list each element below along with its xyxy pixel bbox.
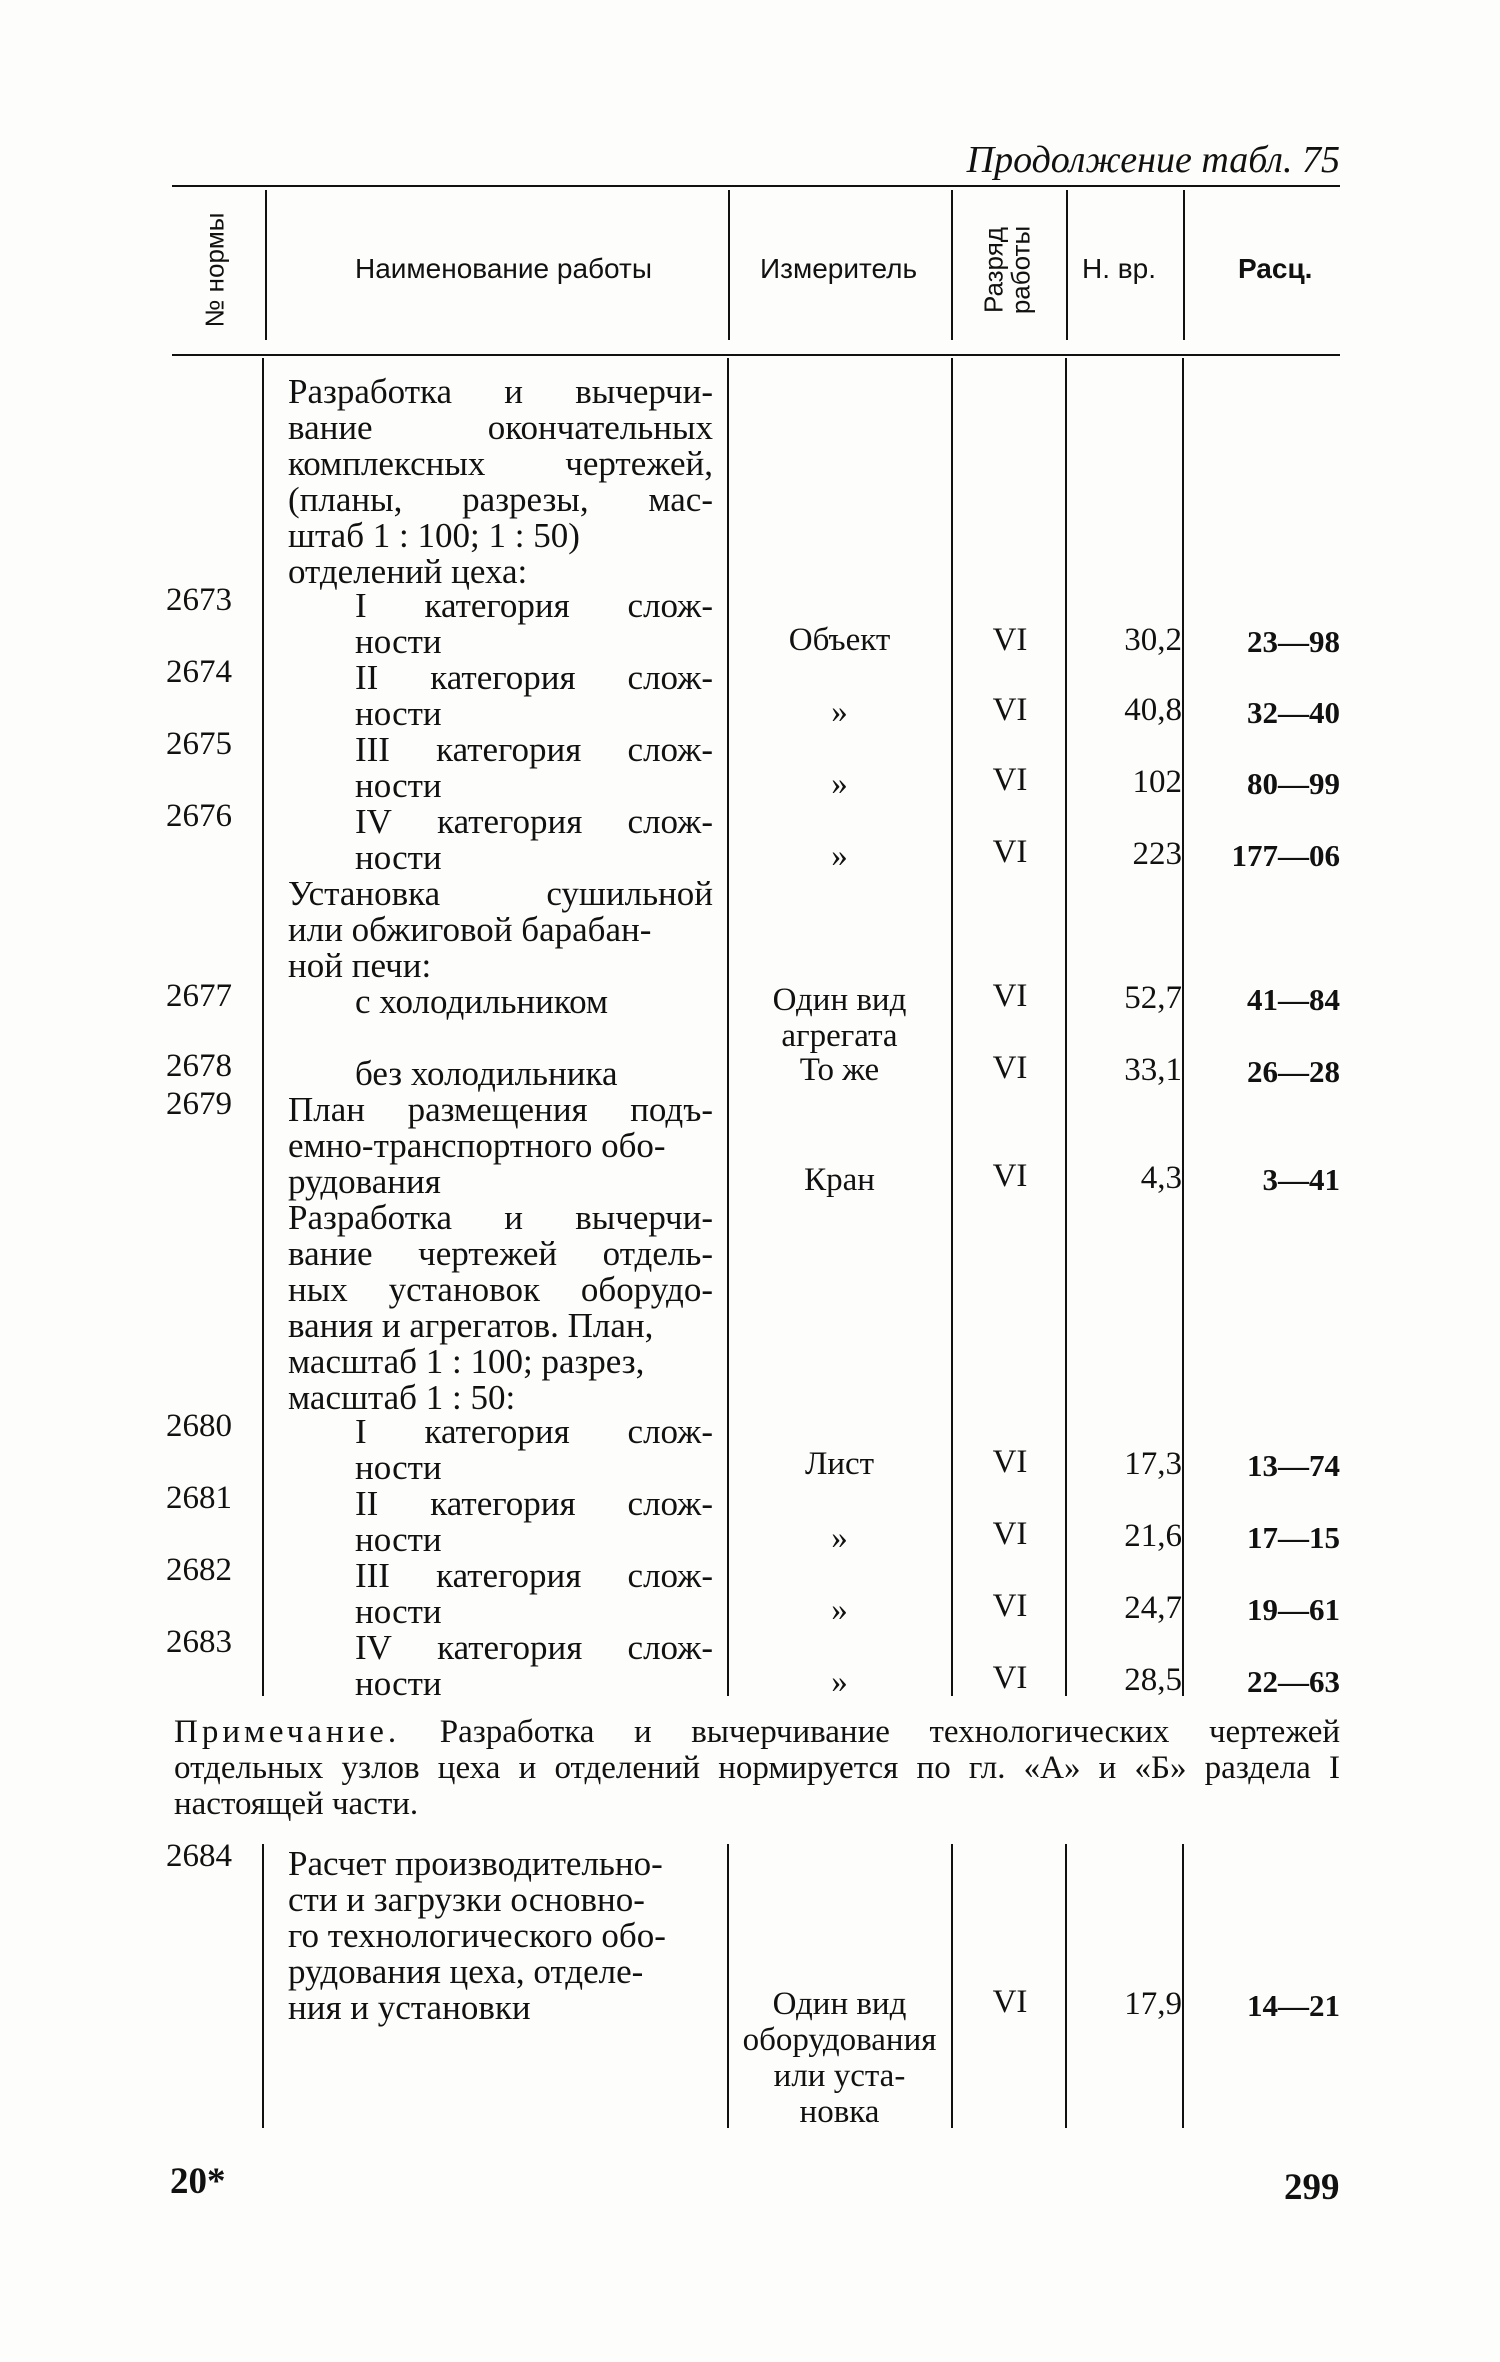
word: разрезы, <box>462 480 589 519</box>
note-text: Разработка и вычерчивание технологических чертежей отдельных узлов цеха и отделений нормируется по гл. «А» и «Б» раздела I настоящей части. <box>174 1714 1341 1822</box>
work-name-line: ности <box>355 766 442 805</box>
s1-intro-line-5: штаб 1 : 100; 1 : 50) <box>288 516 580 555</box>
body-sep-4 <box>1065 358 1067 1696</box>
signature-mark: 20* <box>170 2161 226 2202</box>
time-cell: 40,8 <box>1124 692 1182 728</box>
rate-cell: 177—06 <box>1231 838 1340 873</box>
time-cell: 33,1 <box>1124 1052 1182 1088</box>
word: и <box>504 1198 523 1237</box>
work-name-line: рудования цеха, отделе- <box>288 1952 644 1991</box>
word: размещения <box>407 1090 588 1129</box>
header-grade <box>978 225 1036 315</box>
rate-cell: 23—98 <box>1247 624 1340 659</box>
grade-cell: VI <box>992 834 1028 870</box>
measure-cell: Кран <box>804 1162 875 1198</box>
s1-intro-line-2 <box>288 408 713 448</box>
header-name: Наименование работы <box>355 253 652 284</box>
time-cell: 4,3 <box>1140 1160 1182 1196</box>
time-cell: 28,5 <box>1124 1662 1182 1698</box>
word: категория <box>424 586 570 625</box>
grade-cell: VI <box>992 1050 1028 1086</box>
time-cell: 17,3 <box>1124 1446 1182 1482</box>
measure-cell-line: оборудования <box>742 2022 937 2058</box>
s2-intro-line-2: или обжиговой барабан- <box>288 910 652 949</box>
grade-cell: VI <box>992 1984 1028 2020</box>
s1-intro-line-6: отделений цеха: <box>288 552 528 591</box>
header-grade-line2: работы <box>1006 225 1036 315</box>
word: слож- <box>627 586 713 625</box>
s1-intro-line-1 <box>288 372 713 412</box>
measure-cell-line: новка <box>799 2094 880 2130</box>
word: ных <box>288 1270 348 1309</box>
word: слож- <box>627 1412 713 1451</box>
word: и <box>504 372 523 411</box>
measure-cell: То же <box>799 1052 880 1088</box>
header-rate: Расц. <box>1238 253 1313 284</box>
word: категория <box>437 1628 583 1667</box>
body-sep-3 <box>951 358 953 1696</box>
work-name-line: емно-транспортного обо- <box>288 1126 666 1165</box>
work-name-line <box>355 802 713 842</box>
rate-cell: 3—41 <box>1262 1162 1340 1197</box>
work-name-line: ности <box>355 694 442 733</box>
word: слож- <box>627 658 713 697</box>
grade-cell: VI <box>992 692 1028 728</box>
word: IV <box>355 802 392 841</box>
word: категория <box>437 802 583 841</box>
measure-cell: » <box>831 1520 848 1556</box>
grade-cell: VI <box>992 1588 1028 1624</box>
body2-sep-5 <box>1182 1844 1184 2128</box>
word: мас- <box>648 480 713 519</box>
measure-cell-line: Один вид <box>772 982 907 1018</box>
word: Разработка <box>288 1198 453 1237</box>
word: Установка <box>288 874 441 913</box>
time-cell: 17,9 <box>1124 1986 1182 2022</box>
measure-cell: Объект <box>788 622 891 658</box>
work-name-line: ния и установки <box>288 1988 531 2027</box>
word: слож- <box>627 1556 713 1595</box>
norm-number: 2680 <box>166 1408 232 1444</box>
header-sep-5 <box>1183 190 1185 340</box>
rate-cell: 19—61 <box>1247 1592 1340 1627</box>
rate-cell: 41—84 <box>1247 982 1340 1017</box>
work-name-line: ности <box>355 1448 442 1487</box>
rate-cell: 32—40 <box>1247 695 1340 730</box>
time-cell: 24,7 <box>1124 1590 1182 1626</box>
norm-number: 2681 <box>166 1480 232 1516</box>
norm-number: 2678 <box>166 1048 232 1084</box>
word: (планы, <box>288 480 403 519</box>
header-sep-4 <box>1066 190 1068 340</box>
s2-intro-line-1 <box>288 874 713 914</box>
measure-cell: » <box>831 1664 848 1700</box>
header-top-rule <box>172 185 1340 187</box>
norm-number: 2676 <box>166 798 232 834</box>
norm-number: 2673 <box>166 582 232 618</box>
word: II <box>355 658 379 697</box>
norm-number: 2683 <box>166 1624 232 1660</box>
body-sep-2 <box>727 358 729 1696</box>
time-cell: 223 <box>1132 836 1182 872</box>
work-name-line: ности <box>355 1592 442 1631</box>
measure-cell: » <box>831 838 848 874</box>
header-sep-1 <box>265 190 267 340</box>
work-name-line <box>355 586 713 626</box>
word: категория <box>430 658 576 697</box>
work-name-line: Расчет производительно- <box>288 1844 663 1883</box>
word: слож- <box>627 1484 713 1523</box>
s3-intro-line-5: масштаб 1 : 100; разрез, <box>288 1342 645 1381</box>
word: чертежей <box>418 1234 558 1273</box>
work-name-line: рудования <box>288 1162 441 1201</box>
norm-number: 2684 <box>166 1838 232 1874</box>
word: установок <box>388 1270 540 1309</box>
s2-intro-line-3: ной печи: <box>288 946 432 985</box>
measure-cell: Лист <box>804 1446 875 1482</box>
rate-cell: 26—28 <box>1247 1054 1340 1089</box>
measure-cell: » <box>831 766 848 802</box>
work-name-line: ности <box>355 622 442 661</box>
body2-sep-3 <box>951 1844 953 2128</box>
word: подъ- <box>630 1090 713 1129</box>
grade-cell: VI <box>992 762 1028 798</box>
work-name-line <box>355 1484 713 1524</box>
grade-cell: VI <box>992 1660 1028 1696</box>
word: I <box>355 1412 367 1451</box>
norm-number: 2674 <box>166 654 232 690</box>
grade-cell: VI <box>992 1158 1028 1194</box>
word: слож- <box>627 802 713 841</box>
norm-number: 2675 <box>166 726 232 762</box>
body-sep-1 <box>262 358 264 1696</box>
grade-cell: VI <box>992 622 1028 658</box>
time-cell: 102 <box>1132 764 1182 800</box>
table-caption: Продолжение табл. 75 <box>966 139 1340 181</box>
s3-intro-line-1 <box>288 1198 713 1238</box>
body2-sep-2 <box>727 1844 729 2128</box>
word: категория <box>424 1412 570 1451</box>
word: вычерчи- <box>575 372 713 411</box>
s1-intro-line-3 <box>288 444 713 484</box>
measure-cell-line: агрегата <box>781 1018 898 1054</box>
rate-cell: 14—21 <box>1247 1988 1340 2023</box>
measure-cell: » <box>831 1592 848 1628</box>
norm-number: 2682 <box>166 1552 232 1588</box>
rate-cell: 22—63 <box>1247 1664 1340 1699</box>
word: III <box>355 730 390 769</box>
work-name-line <box>288 1090 713 1130</box>
work-name-line <box>355 1556 713 1596</box>
work-name-line: ности <box>355 1664 442 1703</box>
word: слож- <box>627 1628 713 1667</box>
s3-intro-line-6: масштаб 1 : 50: <box>288 1378 516 1417</box>
work-name-line: с холодильником <box>355 982 609 1021</box>
s3-intro-line-2 <box>288 1234 713 1274</box>
time-cell: 21,6 <box>1124 1518 1182 1554</box>
word: категория <box>436 730 582 769</box>
work-name-line <box>355 1412 713 1452</box>
body2-sep-1 <box>262 1844 264 2128</box>
word: I <box>355 586 367 625</box>
work-name-line: го технологического обо- <box>288 1916 666 1955</box>
time-cell: 30,2 <box>1124 622 1182 658</box>
grade-cell: VI <box>992 978 1028 1014</box>
word: вычерчи- <box>575 1198 713 1237</box>
word: комплексных <box>288 444 486 483</box>
header-num: № нормы <box>199 212 230 328</box>
work-name-line: сти и загрузки основно- <box>288 1880 645 1919</box>
word: чертежей, <box>565 444 713 483</box>
rate-cell: 80—99 <box>1247 766 1340 801</box>
measure-cell: » <box>831 694 848 730</box>
work-name-line: ности <box>355 1520 442 1559</box>
word: сушильной <box>546 874 713 913</box>
header-bottom-rule <box>172 354 1340 356</box>
work-name-line: ности <box>355 838 442 877</box>
norm-number: 2679 <box>166 1086 232 1122</box>
rate-cell: 17—15 <box>1247 1520 1340 1555</box>
word: Разработка <box>288 372 453 411</box>
measure-cell-line: Один вид <box>772 1986 907 2022</box>
header-grade-line1: Разряд <box>978 227 1009 314</box>
rate-cell: 13—74 <box>1247 1448 1340 1483</box>
work-name-line <box>355 730 713 770</box>
word: категория <box>436 1556 582 1595</box>
time-cell: 52,7 <box>1124 980 1182 1016</box>
grade-cell: VI <box>992 1444 1028 1480</box>
measure-cell-line: или уста- <box>773 2058 906 2094</box>
word: III <box>355 1556 390 1595</box>
s3-intro-line-4: вания и агрегатов. План, <box>288 1306 654 1345</box>
word: вание <box>288 408 373 447</box>
body-sep-5 <box>1182 358 1184 1696</box>
s3-intro-line-3 <box>288 1270 713 1310</box>
work-name-line <box>355 658 713 698</box>
header-sep-2 <box>728 190 730 340</box>
page-number: 299 <box>1284 2167 1340 2208</box>
word: категория <box>430 1484 576 1523</box>
word: II <box>355 1484 379 1523</box>
header-time: Н. вр. <box>1082 253 1157 284</box>
work-name-line <box>355 1628 713 1668</box>
s1-intro-line-4 <box>288 480 713 520</box>
grade-cell: VI <box>992 1516 1028 1552</box>
header-sep-3 <box>951 190 953 340</box>
word: окончательных <box>487 408 713 447</box>
table-note <box>174 1714 1340 1822</box>
word: слож- <box>627 730 713 769</box>
norm-number: 2677 <box>166 978 232 1014</box>
note-label: Примечание. <box>174 1714 401 1750</box>
word: IV <box>355 1628 392 1667</box>
word: вание <box>288 1234 373 1273</box>
word: План <box>288 1090 366 1129</box>
header-measure: Измеритель <box>760 253 918 284</box>
work-name-line: без холодильника <box>355 1054 618 1093</box>
body2-sep-4 <box>1065 1844 1067 2128</box>
word: оборудо- <box>580 1270 713 1309</box>
word: отдель- <box>602 1234 713 1273</box>
